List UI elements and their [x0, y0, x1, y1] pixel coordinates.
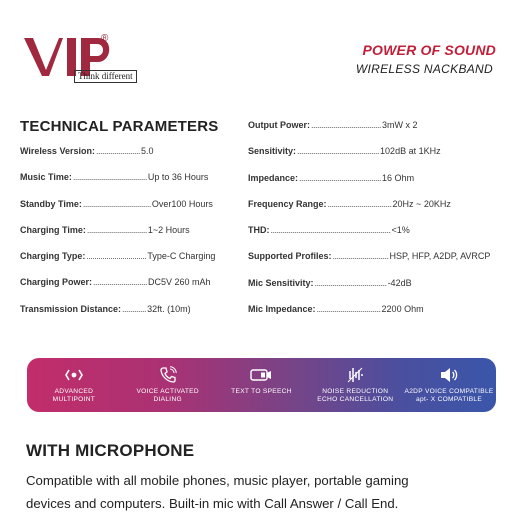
- spec-row: [248, 146, 498, 172]
- feature-label: ADVANCED: [54, 388, 94, 395]
- registered-mark: ®: [101, 33, 109, 44]
- spec-dots: .....................................: [72, 172, 147, 183]
- feature-label: MULTIPOINT: [52, 396, 96, 403]
- description-line: devices and computers. Built-in mic with Call Answer / Call End.: [26, 496, 399, 511]
- spec-row: [20, 304, 240, 330]
- feature-label: ECHO CANCELLATION: [317, 396, 394, 403]
- specs-heading: TECHNICAL PARAMETERS: [20, 118, 219, 135]
- spec-row: [20, 251, 240, 277]
- spec-value: -42dB: [387, 277, 412, 288]
- specs-right-column: [248, 120, 498, 330]
- feature-noise-reduction: [308, 358, 402, 412]
- feature-multipoint: [27, 358, 121, 412]
- spec-dots: ....................................: [314, 277, 387, 288]
- spec-key: Transmission Distance:: [20, 303, 122, 314]
- feature-voice-dialing: [121, 358, 215, 412]
- spec-value: DC5V 260 mAh: [148, 277, 211, 288]
- speech-icon: [250, 366, 272, 384]
- spec-row: [248, 225, 498, 251]
- spec-key: Output Power:: [248, 120, 310, 130]
- spec-key: Supported Profiles:: [248, 251, 332, 262]
- spec-key: Wireless Version:: [20, 146, 95, 156]
- feature-label: TEXT TO SPEECH: [231, 388, 292, 395]
- spec-dots: ................................: [327, 198, 392, 209]
- product-name: WIRELESS NACKBAND: [355, 62, 493, 76]
- description-line: Compatible with all mobile phones, music player, portable gaming: [26, 473, 409, 488]
- brand-tagline: Think different: [74, 70, 137, 83]
- spec-dots: ...................................: [311, 120, 382, 130]
- microphone-heading: WITH MICROPHONE: [26, 441, 195, 460]
- spec-key: Music Time:: [20, 172, 72, 183]
- spec-dots: ..................................: [82, 198, 151, 209]
- spec-value: 5.0: [140, 146, 154, 156]
- specs-left-column: [20, 146, 240, 330]
- spec-row: [248, 278, 498, 304]
- feature-label: A2DP VOICE COMPATIBLE: [404, 388, 494, 395]
- spec-value: 102dB at 1KHz: [380, 146, 441, 157]
- multipoint-icon: [64, 366, 84, 384]
- spec-dots: .........................................: [299, 172, 382, 183]
- spec-key: Impedance:: [248, 172, 299, 183]
- feature-label: apt- X COMPATIBLE: [416, 396, 483, 403]
- spec-key: Charging Power:: [20, 277, 93, 288]
- spec-row: [248, 251, 498, 277]
- spec-value: 3mW x 2: [382, 120, 418, 130]
- noise-reduction-icon: [345, 366, 365, 384]
- spec-value: Type-C Charging: [147, 251, 216, 262]
- spec-key: Mic Impedance:: [248, 304, 316, 315]
- feature-text-to-speech: [215, 358, 309, 412]
- spec-dots: ............................................................: [270, 225, 391, 236]
- spec-value: 32ft. (10m): [147, 303, 191, 314]
- spec-key: Charging Time:: [20, 224, 86, 235]
- spec-row: [20, 172, 240, 198]
- spec-dots: ................................: [316, 304, 381, 315]
- product-slogan: POWER OF SOUND: [362, 42, 496, 58]
- spec-row: [248, 199, 498, 225]
- phone-icon: [159, 366, 177, 384]
- spec-row: [20, 277, 240, 303]
- spec-row: [248, 173, 498, 199]
- feature-label: DIALING: [153, 396, 182, 403]
- spec-row: [20, 146, 240, 172]
- spec-dots: ......................: [95, 146, 140, 156]
- feature-a2dp: [402, 358, 496, 412]
- spec-key: Sensitivity:: [248, 146, 297, 157]
- spec-value: Over100 Hours: [151, 198, 213, 209]
- spec-key: THD:: [248, 225, 270, 236]
- spec-dots: ..............................: [86, 251, 147, 262]
- spec-value: 20Hz ~ 20KHz: [392, 198, 451, 209]
- spec-key: Frequency Range:: [248, 198, 327, 209]
- spec-row: [20, 225, 240, 251]
- spec-value: Up to 36 Hours: [147, 172, 209, 183]
- features-banner: [27, 358, 496, 412]
- spec-dots: ............................: [332, 251, 389, 262]
- feature-label: VOICE ACTIVATED: [136, 388, 199, 395]
- spec-value: 2200 Ohm: [381, 304, 424, 315]
- spec-key: Mic Sensitivity:: [248, 277, 314, 288]
- spec-dots: ............: [122, 303, 147, 314]
- spec-value: 1~2 Hours: [147, 224, 190, 235]
- spec-row: [248, 304, 498, 330]
- spec-key: Charging Type:: [20, 251, 86, 262]
- spec-value: HSP, HFP, A2DP, AVRCP: [389, 251, 491, 262]
- speaker-icon: [439, 366, 459, 384]
- spec-value: <1%: [391, 225, 410, 236]
- spec-key: Standby Time:: [20, 198, 82, 209]
- spec-dots: ...........................: [93, 277, 148, 288]
- spec-value: 16 Ohm: [382, 172, 415, 183]
- spec-dots: .........................................: [297, 146, 380, 157]
- spec-dots: ..............................: [86, 224, 147, 235]
- spec-row: [248, 120, 498, 146]
- spec-row: [20, 199, 240, 225]
- microphone-description: [26, 469, 496, 515]
- feature-label: NOISE REDUCTION: [322, 388, 389, 395]
